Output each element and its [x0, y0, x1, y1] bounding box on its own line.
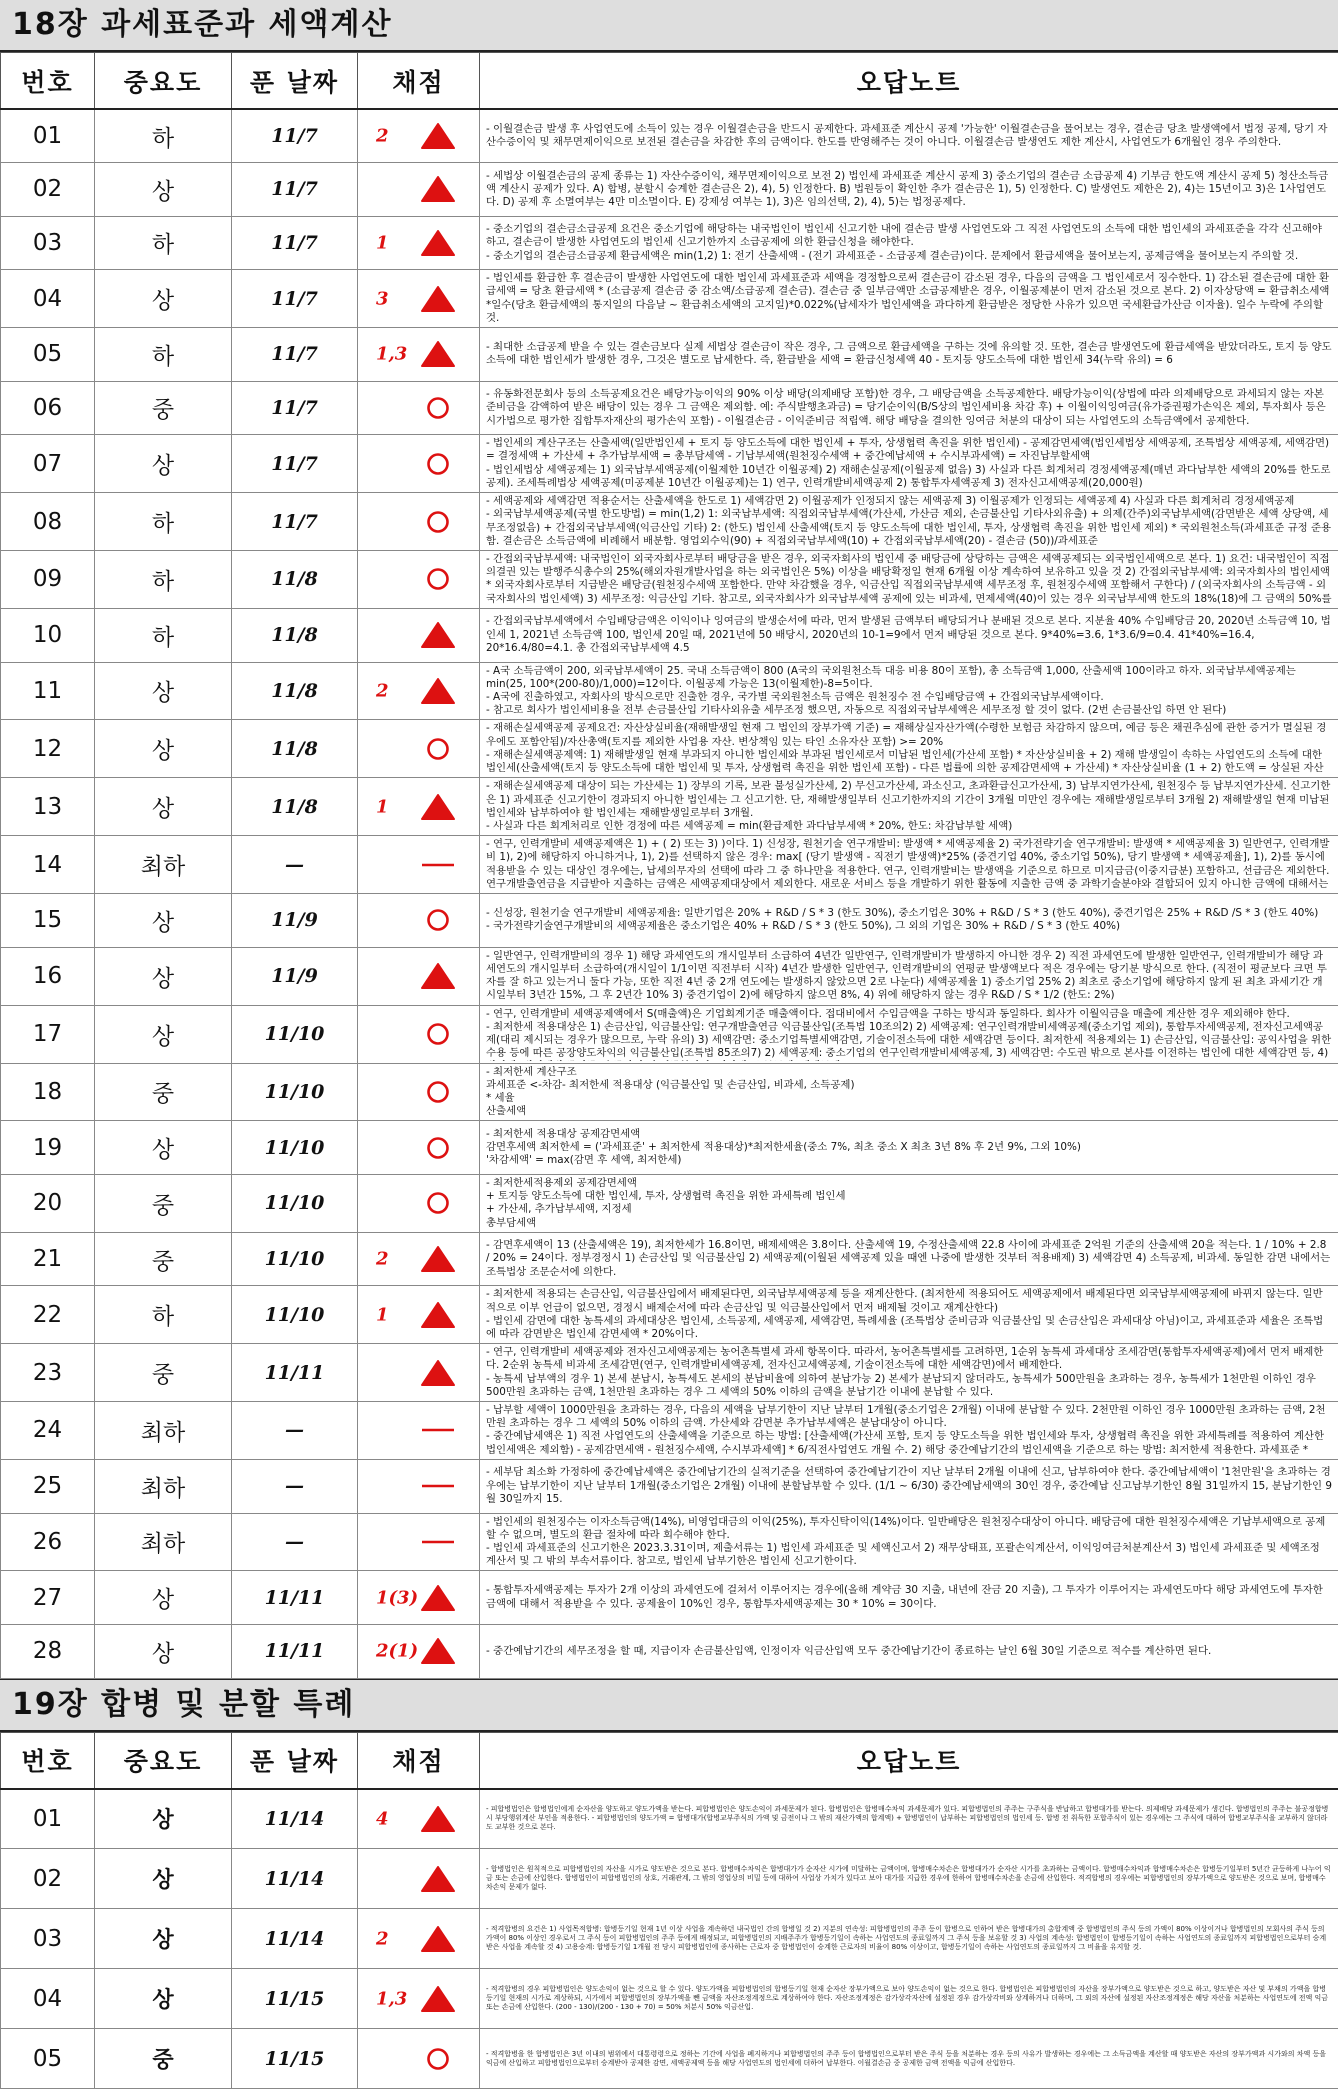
note-text: - 연구, 인력개발비 세액공제와 전자신고세액공제는 농어촌특별세 과세 항목이다. 따라서, 농어촌특별세를 고려하면, 1순위 농특세 과세대상 조세감면(통합투자세액공제)에서 먼저 배제한다. 2순위 농특세 비과세 조세감면(연구, 인력개발비세액공제, 전자신고세액공제, 기술이전소득에 대한 세액감면)에서 배제한다. - 농특세 납부액의 경우 1) 본세 분납시, 농특세도 본세의 분납비율에 의하여 분납가능 2) 본세가 분납되지 않더라도, 농특세가 500만원을 초과하는 경우, 농특세가 1천만원 이하인 경우 500만원 초과하는 금액, 1천만원 초과하는 경우 그 세액의 50% 이하의 금액을 분납기간 이내에 분납할 수 있다.: [486, 1346, 1332, 1399]
row-number: 05: [1, 328, 95, 382]
wrong-answer-note: [480, 328, 1338, 382]
solved-date-cell: 11/11: [232, 1344, 358, 1402]
triangle-mark-icon: [420, 175, 456, 203]
importance-cell: 상: [95, 1969, 232, 2029]
wrong-answer-note: [480, 1121, 1338, 1175]
note-text: - 연구, 인력개발비 세액공제액은 1) + ( 2) 또는 3) )이다. 1) 신성장, 원천기술 연구개발비: 발생액 * 세액공제율 2) 국가전략기술 연구개발비: 발생액 * 세액공제율 3) 일반연구, 인력개발비 1), 2)에 해당하지 아니하거나, 1), 2)를 선택하지 않은 경우: max[ (당기 발생액 - 직전기 발생액)*25% (중견기업 40%, 중소기업 50%), 당기 발생액 * 세액공제율], 1), 2)를 동시에 적용받을 수 있는 대상인 경우에는, 납세의무자의 선택에 따라 그 중 하나만을 적용한다. 연구, 인력개발비는 발생액을 기준으로 하므로 미지급금(이중지급분) 포함하고, 선급금은 제외한다. 연구개발출연금을 지급받아 지출하는 금액은 세액공제대상에서 제외한다. 새로운 서비스 등을 개발하기 위한 활동에 지출한 금액 중 과학기술분야와 결합되어 있지 아니한 금액에 대해서는: [486, 838, 1332, 891]
table-row: [1, 1789, 1338, 1849]
table-row: [1, 1344, 1338, 1402]
header-grade: 채점: [358, 53, 480, 110]
wrong-answer-note: [480, 381, 1338, 435]
note-text: - 최저한세 계산구조 과세표준 <-차감- 최저한세 적용대상 (익금불산입 및 손금산입, 비과세, 소득공제) * 세율 산출세액: [486, 1066, 1332, 1119]
table-row: [1, 163, 1338, 217]
wrong-answer-note: [480, 947, 1338, 1005]
grade-cell: [358, 1232, 480, 1286]
triangle-mark-icon: [420, 1301, 456, 1329]
grade-cell: [358, 1849, 480, 1909]
table-row: [1, 894, 1338, 948]
note-text: - 세법상 이월결손금의 공제 종류는 1) 자산수증이익, 채무면제이익으로 보전 2) 법인세 과세표준 계산시 공제 3) 중소기업의 결손금 소급공제 4) 기부금 한도액 계산시 공제 5) 청산소득금액 계산시 공제가 있다. A) 합병, 분할시 승계한 결손금은 2), 4), 5) 인정한다. B) 법원등이 확인한 추가 결손금은 1), 5) 인정한다. C) 발생연도 제한은 2), 4)는 15년이고 3)은 1사업연도다. D) 공제 후 소멸여부는 4만 미소멸이다. E) 강제성 여부는 1), 3)은 임의선택, 2), 4), 5)는 법정공제다.: [486, 170, 1332, 210]
importance-cell: 하: [95, 1286, 232, 1344]
notes-table: [0, 1732, 1338, 2089]
grade-cell: [358, 608, 480, 662]
wrong-answer-note: [480, 1969, 1338, 2029]
importance-cell: 최하: [95, 836, 232, 894]
solved-date-cell: 11/9: [232, 894, 358, 948]
row-number: 03: [1, 1909, 95, 1969]
grade-cell: [358, 1969, 480, 2029]
importance-cell: 상: [95, 894, 232, 948]
row-number: 17: [1, 1005, 95, 1063]
table-row: [1, 1232, 1338, 1286]
table-row: [1, 1459, 1338, 1513]
header-importance: 중요도: [95, 53, 232, 110]
note-text: - A국 소득금액이 200, 외국납부세액이 25. 국내 소득금액이 800 (A국의 국외원천소득 대응 비용 80이 포함), 총 소득금액 1,000, 산출세액 100이라고 하자. 외국납부세액공제는 min(25, 100*(200-80)/1,000)=12이다. 이월공제 가능은 13(이월제한)-8=5이다. - A국에 진출하였고, 자회사의 방식으로만 진출한 경우, 국가별 국외원천소득 금액은 원천징수 전 수입배당금액 + 간접외국납부세액이다. - 참고로 회사가 법인세비용을 전부 손금불산입 기타사외유출 세무조정 했으면, 자동으로 직접외국납부세액은 세무조정 할 것이 없다. (2번 손금불산입 하면 안 된다): [486, 665, 1332, 718]
wrong-answer-note: [480, 608, 1338, 662]
triangle-mark-icon: [420, 962, 456, 990]
dash-mark-icon: [420, 1472, 456, 1500]
note-text: - 최저한세 적용되는 손금산입, 익금불산입에서 배제된다면, 외국납부세액공제 등을 재계산한다. (최저한세 적용되어도 세액공제에서 배제된다면 외국납부세액공제에 바뀌지 않는다. 일반적으로 이부 언급이 없으면, 경정시 배제순서에 따라 손금산입 및 익금불산입에서 먼저 배제될 것이고 재계산한다) - 법인세 감면에 대한 농특세의 과세대상은 법인세, 소득공제, 세액공제, 세액감면, 특례세율 (조특법상 준비금과 익금불산입 및 손금산입은 과세대상 아님)이고, 과세표준과 세율은 조특법에 따라 감면받은 법인세 감면세액 * 20%이다.: [486, 1288, 1332, 1341]
note-text: - 재해손실세액공제 대상이 되는 가산세는 1) 장부의 기록, 보관 불성실가산세, 2) 무신고가산세, 과소신고, 초과환급신고가산세, 3) 납부지연가산세, 원천징수 등 납부지연가산세. 신고기한은 1) 과세표준 신고기한이 경과되지 아니한 법인세는 그 신고기한. 단, 재해발생일부터 신고기한까지의 기간이 3개월 미만인 경우에는 재해발생일로부터 3개월 2) 재해발생일 현재 미납된 법인세와 납부하여야 할 법인세는 재해발생일로부터 3개월. - 사실과 다른 회계처리로 인한 경정에 따른 세액공제 = min(환급제한 과다납부세액 * 20%, 한도: 차감납부할 세액): [486, 780, 1332, 833]
solved-date-cell: —: [232, 1513, 358, 1571]
grade-cell: [358, 550, 480, 608]
wrong-question-note: 1: [376, 796, 389, 817]
solved-date-cell: 11/10: [232, 1005, 358, 1063]
triangle-mark-icon: [420, 1245, 456, 1273]
importance-cell: 하: [95, 550, 232, 608]
table-row: [1, 328, 1338, 382]
note-text: - 최대한 소급공제 받을 수 있는 결손금보다 실제 세법상 결손금이 작은 경우, 그 금액으로 환급세액을 구하는 것에 유의할 것. 또한, 결손금 발생연도에 환급세액을 받았더라도, 토지 등 양도소득에 대한 법인세가 발생한 경우, 그것은 별도로 납세한다. 즉, 환급받을 세액 = 환급신청세액 40 - 토지등 양도소득에 대한 법인세 34(누락 유의) = 6: [486, 341, 1332, 367]
wrong-answer-note: [480, 1459, 1338, 1513]
triangle-mark-icon: [420, 340, 456, 368]
note-text: - 납부할 세액이 1000만원을 초과하는 경우, 다음의 세액을 납부기한이 지난 날부터 1개월(중소기업은 2개월) 이내에 분납할 수 있다. 2천만원 이하인 경우 1000만원 초과하는 금액, 2천만원 초과하는 경우 그 세액의 50% 이하의 금액. 가산세와 감면분 추가납부세액은 분납대상이 아니다. - 중간예납세액은 1) 직전 사업연도의 산출세액을 기준으로 하는 방법: [산출세액(가산세 포함, 토지 등 양도소득을 위한 법인세와 투자, 상생협력 촉진을 위한 과세특례를 적용하여 계산한 법인세액은 제외함) - 공제감면세액 - 원천징수세액, 수시부과세액] * 6/직전사업연도 개월 수. 2) 해당 중간예납기간의 법인세액을 기준으로 하는 방법: 최저한세 적용한다. 과세표준 *: [486, 1404, 1332, 1457]
wrong-answer-note: [480, 662, 1338, 720]
importance-cell: 상: [95, 163, 232, 217]
wrong-question-note: 4: [376, 1808, 389, 1829]
triangle-mark-icon: [420, 1865, 456, 1893]
importance-cell: 상: [95, 662, 232, 720]
row-number: 28: [1, 1624, 95, 1678]
wrong-answer-note: [480, 1401, 1338, 1459]
table-row: [1, 836, 1338, 894]
solved-date-cell: 11/9: [232, 947, 358, 1005]
table-row: [1, 1849, 1338, 1909]
table-row: [1, 381, 1338, 435]
table-row: [1, 662, 1338, 720]
solved-date-cell: 11/14: [232, 1789, 358, 1849]
wrong-answer-note: [480, 1571, 1338, 1625]
solved-date-cell: 11/10: [232, 1063, 358, 1121]
header-date: 푼 날짜: [232, 1732, 358, 1789]
row-number: 06: [1, 381, 95, 435]
importance-cell: 중: [95, 381, 232, 435]
solved-date-cell: 11/8: [232, 662, 358, 720]
importance-cell: 중: [95, 1344, 232, 1402]
triangle-mark-icon: [420, 122, 456, 150]
note-text: - 유동화전문회사 등의 소득공제요건은 배당가능이익의 90% 이상 배당(의제배당 포함)한 경우, 그 배당금액을 소득공제한다. 배당가능이익(상법에 따라 의제배당으로 과세되지 않는 자본준비금을 감액하여 받은 배당이 있는 경우 그 금액은 제외함. 예: 주식발행초과금) = 당기순이익(B/S상의 법인세비용 차감 후) + 이월이익잉여금(유가증권평가손익은 제외, 투자회사 등은 시가법으로 평가한 집합투자재산의 평가손익 포함) - 이월결손금 - 이익준비금 적립액. 해당 배당을 결의한 잉여금 처분의 대상이 되는 사업연도의 소득금액에서 공제한다.: [486, 388, 1332, 428]
header-note: 오답노트: [480, 1732, 1338, 1789]
row-number: 13: [1, 778, 95, 836]
wrong-question-note: 3: [376, 288, 389, 309]
row-number: 16: [1, 947, 95, 1005]
importance-cell: 상: [95, 270, 232, 328]
grade-cell: [358, 894, 480, 948]
solved-date-cell: 11/10: [232, 1121, 358, 1175]
note-text: - 간접외국납부세액에서 수입배당금액은 이익이나 잉여금의 발생순서에 따라, 먼저 발생된 금액부터 배당되거나 분배된 것으로 본다. 지분율 40% 수입배당금 20, 2020년 소득금액 10, 법인세 1, 2021년 소득금액 100, 법인세 20일 때, 2021년에 50 배당시, 2020년의 10-1=9에서 먼저 배당된 것으로 본다. 9*40%=3.6, 1*3.6/9=0.4. 41*40%=16.4, 20*16.4/80=4.1. 총 간접외국납부세액 4.5: [486, 615, 1332, 655]
grade-cell: [358, 435, 480, 493]
grade-cell: [358, 947, 480, 1005]
grade-cell: [358, 1121, 480, 1175]
solved-date-cell: —: [232, 1459, 358, 1513]
grade-cell: [358, 163, 480, 217]
header-grade: 채점: [358, 1732, 480, 1789]
note-text: - 재해손실세액공제 공제요건: 자산상실비율(재해발생일 현재 그 법인의 장부가액 기준) = 재해상실자산가액(수령한 보험금 차감하지 않으며, 예금 등은 채권추심에 관한 증거가 멸실된 경우에도 포함안됨)/자산총액(토지를 제외한 사업용 자산. 변상책임 있는 타인 소유자산 포함) >= 20% - 재해손실세액공제액: 1) 재해발생일 현재 부과되지 아니한 법인세와 부과된 법인세로서 미납된 법인세(가산세 포함) * 자산상실비율 + 2) 재해 발생일이 속하는 사업연도의 소득에 대한 법인세(산출세액(토지 등 양도소득에 대한 법인세 및 투자, 상생협력 촉진을 위한 법인세 포함) - 다른 법률에 의한 공제감면세액 + 가산세) * 자산상실비율 (1 + 2) 한도액 = 상실된 자산: [486, 722, 1332, 775]
circle-mark-icon: [420, 565, 456, 593]
section-title: 18장 과세표준과 세액계산: [0, 0, 1338, 52]
row-number: 12: [1, 720, 95, 778]
solved-date-cell: —: [232, 836, 358, 894]
solved-date-cell: 11/7: [232, 216, 358, 270]
header-date: 푼 날짜: [232, 53, 358, 110]
note-text: - 신성장, 원천기술 연구개발비 세액공제율: 일반기업은 20% + R&D / S * 3 (한도 30%), 중소기업은 30% + R&D / S * 3 (한도 40%), 중견기업은 25% + R&D /S * 3 (한도 40%) - 국가전략기술연구개발비의 세액공제율은 중소기업은 40% + R&D / S * 3 (한도 50%), 그 외의 기업은 30% + R&D / S * 3 (한도 40%): [486, 907, 1332, 933]
grade-cell: [358, 662, 480, 720]
note-text: - 통합투자세액공제는 투자가 2개 이상의 과세연도에 걸쳐서 이루어지는 경우에(올해 계약금 30 지출, 내년에 잔금 20 지출), 그 투자가 이루어지는 과세연도마다 해당 과세연도에 투자한 금액에 대해서 적용받을 수 있다. 공제율이 10%인 경우, 통합투자세액공제는 30 * 10% = 30이다.: [486, 1584, 1332, 1610]
wrong-answer-note: [480, 1789, 1338, 1849]
circle-mark-icon: [420, 1189, 456, 1217]
wrong-question-note: 2: [376, 1928, 389, 1949]
grade-cell: [358, 1401, 480, 1459]
grade-cell: [358, 1624, 480, 1678]
note-text: - 적격합병을 한 합병법인은 3년 이내의 범위에서 대통령령으로 정하는 기간에 사업을 폐지하거나 피합병법인의 주주 등이 합병법인으로부터 받은 주식 등을 처분하는 경우 등의 사유가 발생하는 경우에는 그 소득금액을 계산할 때 양도받은 자산의 장부가액과 시가와의 차액 등을 익금에 산입하고 피합병법인으로부터 승계받아 공제한 감면, 세액공제액 등을 해당 사업연도의 법인세에 더하여 납부한다. 이월결손금 중 공제한 금액 전액을 익금에 산입한다.: [486, 2050, 1332, 2068]
wrong-answer-note: [480, 1513, 1338, 1571]
importance-cell: 하: [95, 109, 232, 163]
dash-mark-icon: [420, 851, 456, 879]
triangle-mark-icon: [420, 1637, 456, 1665]
note-text: - 최저한세적용제외 공제감면세액 + 토지등 양도소득에 대한 법인세, 투자, 상생협력 촉진을 위한 과세특례 법인세 + 가산세, 추가납부세액, 지정세 총부담세액: [486, 1177, 1332, 1230]
wrong-question-note: 1: [376, 232, 389, 253]
table-row: [1, 1286, 1338, 1344]
importance-cell: 상: [95, 1849, 232, 1909]
solved-date-cell: 11/7: [232, 109, 358, 163]
note-text: - 합병법인은 원칙적으로 피합병법인의 자산을 시가로 양도받은 것으로 본다. 합병매수차익은 합병대가가 순자산 시가에 미달하는 금액이며, 합병매수차손은 합병대가가 순자산 시가를 초과하는 금액이다. 합병매수차익과 합병매수차손은 합병등기일부터 5년간 균등하게 나누어 익금 또는 손금에 산입한다. 합병법인이 피합병법인의 상호, 거래관계, 그 밖의 영업상의 비밀 등에 대하여 사업상 가치가 있다고 보아 대가를 지급한 경우에 한하여 합병매수차손을 손금에 산입한다. 적격합병의 경우에는 피합병법인의 장부가액으로 양도받은 것으로 보며, 합병매수차손익 문제가 없다.: [486, 1865, 1332, 1892]
importance-cell: 상: [95, 778, 232, 836]
importance-cell: 최하: [95, 1401, 232, 1459]
importance-cell: 중: [95, 2029, 232, 2089]
circle-mark-icon: [420, 2045, 456, 2073]
importance-cell: 중: [95, 1063, 232, 1121]
wrong-answer-note: [480, 720, 1338, 778]
triangle-mark-icon: [420, 1584, 456, 1612]
circle-mark-icon: [420, 1078, 456, 1106]
row-number: 10: [1, 608, 95, 662]
wrong-answer-note: [480, 1174, 1338, 1232]
row-number: 07: [1, 435, 95, 493]
grade-cell: [358, 270, 480, 328]
solved-date-cell: 11/7: [232, 270, 358, 328]
chapter-section: [0, 1679, 1338, 2089]
table-row: [1, 493, 1338, 551]
row-number: 08: [1, 493, 95, 551]
grade-cell: [358, 1459, 480, 1513]
wrong-answer-note: [480, 1344, 1338, 1402]
wrong-answer-note: [480, 778, 1338, 836]
table-row: [1, 1969, 1338, 2029]
importance-cell: 상: [95, 1121, 232, 1175]
wrong-question-note: 1(3): [376, 1587, 418, 1608]
table-row: [1, 1571, 1338, 1625]
row-number: 18: [1, 1063, 95, 1121]
importance-cell: 하: [95, 493, 232, 551]
row-number: 23: [1, 1344, 95, 1402]
wrong-answer-note: [480, 163, 1338, 217]
grade-cell: [358, 493, 480, 551]
grade-cell: [358, 1909, 480, 1969]
wrong-answer-note: [480, 1063, 1338, 1121]
importance-cell: 상: [95, 1909, 232, 1969]
triangle-mark-icon: [420, 793, 456, 821]
header-number: 번호: [1, 1732, 95, 1789]
table-row: [1, 1513, 1338, 1571]
wrong-answer-note: [480, 435, 1338, 493]
wrong-answer-note: [480, 894, 1338, 948]
solved-date-cell: 11/15: [232, 2029, 358, 2089]
note-text: - 일반연구, 인력개발비의 경우 1) 해당 과세연도의 개시일부터 소급하여 4년간 일반연구, 인력개발비가 발생하지 아니한 경우 2) 직전 과세연도에 발생한 일반연구, 인력개발비가 해당 과세연도의 개시일부터 소급하여(개시일이 1/1이면 직전부터 시작) 4년간 발생한 일반연구, 인력개발비의 연평균 발생액보다 적은 경우에는 당기분 방식으로 한다. (직전이 평균보다 크면 투자를 잘 하고 있는거니 둘다 가능, 또한 직전 4년 중 2개 연도에는 발생하지 않았으면 2로 나눈다) 세액공제율 1) 중소기업 25% 2) 최초로 중소기업에 해당하지 않게 된 최초 과세기간 개시일부터 3년간 15%, 그 후 2년간 10% 3) 중견기업이 2)에 해당하지 않으면 8%, 4) 위에 해당하지 않는 경우 R&D / S * 1/2 (한도: 2%): [486, 950, 1332, 1003]
triangle-mark-icon: [420, 1925, 456, 1953]
importance-cell: 상: [95, 1624, 232, 1678]
grade-cell: [358, 381, 480, 435]
wrong-question-note: 2: [376, 126, 389, 147]
note-text: - 연구, 인력개발비 세액공제액에서 S(매출액)은 기업회계기준 매출액이다. 접대비에서 수입금액을 구하는 방식과 동일하다. 회사가 이월익금을 매출에 계산한 경우 제외해야 한다. - 최저한세 적용대상은 1) 손금산입, 익금불산입: 연구개발출연금 익금불산입(조특법 10조의2) 2) 세액공제: 연구인력개발비세액공제(중소기업 제외), 통합투자세액공제, 전자신고세액공제(대리 제시되는 경우가 많으므로, 누락 유의) 3) 세액감면: 중소기업특별세액감면, 기술이전소득에 대한 세액감면 등이다. 최저한세 적용제외는 1) 손금산입, 익금불산입: 공익사업을 위한 수용 등에 따른 공장양도차익의 익금불산입(조특법 85조의7) 2) 세액공제: 중소기업의 연구인력개발비세액공제, 3) 세액감면: 수도권 밖으로 본사를 이전하는 법인에 대한 세액감면 등, 4): [486, 1008, 1332, 1061]
circle-mark-icon: [420, 1134, 456, 1162]
solved-date-cell: 11/8: [232, 550, 358, 608]
wrong-answer-note: [480, 1232, 1338, 1286]
triangle-mark-icon: [420, 229, 456, 257]
table-row: [1, 216, 1338, 270]
grade-cell: [358, 1005, 480, 1063]
row-number: 05: [1, 2029, 95, 2089]
note-text: - 적격합병의 요건은 1) 사업목적합병: 합병등기일 현재 1년 이상 사업을 계속하던 내국법인 간의 합병일 것 2) 지분의 연속성: 피합병법인의 주주 등이 합병으로 인하여 받은 합병대가의 총합계액 중 합병법인의 주식 등의 가액이 80% 이상이거나 합병법인의 모회사의 주식 등의 가액이 80% 이상인 경우로서 그 주식 등이 피합병법인의 주주 등에게 배정되고, 피합병법인의 지배주주가 합병등기일이 속하는 사업연도의 종료일까지 그 주식 등을 보유할 것 3) 사업의 계속성: 합병법인이 합병등기일이 속하는 사업연도의 종료일까지 피합병법인으로부터 승계받은 사업을 계속할 것 4) 고용승계: 합병등기일 1개월 전 당시 피합병법인에 종사하는 근로자 중 합병법인이 승계한 근로자의 비율이 80% 이상이고, 합병등기일이 속하는 사업연도의 종료일까지 그 비율을 유지할 것.: [486, 1925, 1332, 1952]
solved-date-cell: 11/10: [232, 1174, 358, 1232]
solved-date-cell: 11/11: [232, 1624, 358, 1678]
note-text: - 최저한세 적용대상 공제감면세액 감면후세액 최저한세 = ('과세표준' + 최저한세 적용대상)*최저한세율(중소 7%, 최초 중소 X 최초 3년 8% 후 2년 9%, 그외 10%) '차감세액' = max(감면 후 세액, 최저한세): [486, 1128, 1332, 1168]
row-number: 21: [1, 1232, 95, 1286]
row-number: 09: [1, 550, 95, 608]
solved-date-cell: 11/8: [232, 778, 358, 836]
circle-mark-icon: [420, 735, 456, 763]
circle-mark-icon: [420, 508, 456, 536]
row-number: 03: [1, 216, 95, 270]
wrong-question-note: 2: [376, 680, 389, 701]
note-text: - 적격합병의 경우 피합병법인은 양도손익이 없는 것으로 할 수 있다. 양도가액을 피합병법인의 합병등기일 현재 순자산 장부가액으로 보아 양도손익이 없는 것으로 한다. 합병법인은 피합병법인의 자산을 장부가액으로 양도받은 것으로 하고, 양도받은 자산 및 부채의 가액을 합병등기일 현재의 시가로 계상하되, 시가에서 피합병법인의 장부가액을 뺀 금액을 자산조정계정으로 계상하여야 한다. 자산조정계정은 감가상각자산에 설정된 경우 감가상각비와 상계하거나 더하며, 그 외의 자산에 설정된 자산조정계정은 해당 자산을 처분하는 사업연도에 전액 익금 또는 손금에 산입한다. (200 - 130)/(200 - 130 + 70) = 50% 처분시 50% 익금산입.: [486, 1985, 1332, 2012]
table-row: [1, 270, 1338, 328]
triangle-mark-icon: [420, 677, 456, 705]
wrong-answer-note: [480, 216, 1338, 270]
grade-cell: [358, 1174, 480, 1232]
solved-date-cell: 11/7: [232, 381, 358, 435]
triangle-mark-icon: [420, 1805, 456, 1833]
importance-cell: 상: [95, 1789, 232, 1849]
circle-mark-icon: [420, 1020, 456, 1048]
table-row: [1, 1121, 1338, 1175]
solved-date-cell: —: [232, 1401, 358, 1459]
triangle-mark-icon: [420, 1359, 456, 1387]
importance-cell: 상: [95, 720, 232, 778]
wrong-question-note: 1,3: [376, 1988, 407, 2009]
table-row: [1, 778, 1338, 836]
table-row: [1, 1624, 1338, 1678]
row-number: 26: [1, 1513, 95, 1571]
grade-cell: [358, 2029, 480, 2089]
note-text: - 법인세의 계산구조는 산출세액(일반법인세 + 토지 등 양도소득에 대한 법인세 + 투자, 상생협력 촉진을 위한 법인세) - 공제감면세액(법인세법상 세액공제, 조특법상 세액공제, 세액감면) = 결정세액 + 가산세 + 추가납부세액 = 총부담세액 - 기납부세액(원천징수세액 + 중간예납세액 + 수시부과세액) = 자진납부할세액 - 법인세법상 세액공제는 1) 외국납부세액공제(이월제한 10년간 이월공제) 2) 재해손실공제(이월공제 없음) 3) 사실과 다른 회계처리 경정세액공제(매년 과다납부한 세액의 20%를 한도로 공제). 조세특례법상 세액공제(미공제분 10년간 이월공제)는 1) 연구, 인력개발비세액공제 2) 통합투자세액공제 3) 전자신고세액공제(20,000원): [486, 437, 1332, 490]
grade-cell: [358, 778, 480, 836]
grade-cell: [358, 1063, 480, 1121]
table-row: [1, 947, 1338, 1005]
solved-date-cell: 11/10: [232, 1286, 358, 1344]
row-number: 04: [1, 270, 95, 328]
solved-date-cell: 11/8: [232, 720, 358, 778]
importance-cell: 상: [95, 435, 232, 493]
wrong-answer-note: [480, 836, 1338, 894]
triangle-mark-icon: [420, 285, 456, 313]
table-row: [1, 720, 1338, 778]
header-note: 오답노트: [480, 53, 1338, 110]
solved-date-cell: 11/10: [232, 1232, 358, 1286]
row-number: 15: [1, 894, 95, 948]
wrong-question-note: 2: [376, 1249, 389, 1270]
table-row: [1, 1909, 1338, 1969]
note-text: - 이월결손금 발생 후 사업연도에 소득이 있는 경우 이월결손금을 반드시 공제한다. 과세표준 계산시 공제 '가능한' 이월결손금을 물어보는 경우, 결손금 당초 발생액에서 법정 공제, 당기 자산수증이익 및 채무면제이익으로 보전된 결손금을 차감한 후의 금액이다. 한도를 반영해주는 것이 아니다. 이월결손금 발생연도 제한 계산시, 사업연도가 6개월인 경우 주의한다.: [486, 123, 1332, 149]
importance-cell: 중: [95, 1174, 232, 1232]
grade-cell: [358, 328, 480, 382]
note-text: - 피합병법인은 합병법인에게 순자산을 양도하고 양도가액을 받는다. 피합병법인은 양도손익이 과세문제가 된다. 합병법인은 합병매수차익 과세문제가 있다. 피합병법인의 주주는 구주식을 반납하고 합병대가를 받는다. 의제배당 과세문제가 생긴다. 합병법인의 주주는 불공정합병시 부당행위계산 부인을 적용한다. - 피합병법인의 양도가액 = 합병대가(합병교부주식의 가액 및 금전이나 그 밖의 재산가액의 합계액) + 합병법인이 납부하는 피합병법인의 법인세 등. 합병 전 취득한 포합주식이 있는 경우에는 그 주식에 대하여 합병교부주식을 교부하지 않더라도 교부한 것으로 본다.: [486, 1805, 1332, 1832]
note-text: - 세부담 최소화 가정하에 중간예납세액은 중간예납기간의 실적기준을 선택하여 중간예납기간이 지난 날부터 2개월 이내에 신고, 납부하여야 한다. 중간예납세액이 '1천만원'을 초과하는 경우에는 납부기한이 지난 날부터 1개월(중소기업은 2개월) 이내에 분할납부할 수 있다. (1/1 ~ 6/30) 중간예납세액의 30인 경우, 중간예납 신고납부기한인 8월 31일까지 15, 분납기한인 9월 30일까지 15.: [486, 1466, 1332, 1506]
wrong-answer-note: [480, 1005, 1338, 1063]
note-text: - 중소기업의 결손금소급공제 요건은 중소기업에 해당하는 내국법인이 법인세 신고기한 내에 결손금 발생 사업연도와 그 직전 사업연도의 소득에 대한 법인세의 과세표준을 각각 신고해야 하고, 결손금이 발생한 사업연도의 법인세 신고기한까지 소급공제에 의한 환급신청을 해야한다. - 중소기업의 결손금소급공제 환급세액은 min(1,2) 1: 전기 산출세액 - (전기 과세표준 - 소급공제 결손금)이다. 문제에서 환급세액을 물어보는지, 공제금액을 물어보는지 주의할 것.: [486, 223, 1332, 263]
row-number: 01: [1, 1789, 95, 1849]
row-number: 02: [1, 1849, 95, 1909]
row-number: 02: [1, 163, 95, 217]
table-row: [1, 608, 1338, 662]
solved-date-cell: 11/14: [232, 1849, 358, 1909]
table-row: [1, 435, 1338, 493]
importance-cell: 상: [95, 1571, 232, 1625]
solved-date-cell: 11/7: [232, 163, 358, 217]
grade-cell: [358, 1344, 480, 1402]
row-number: 24: [1, 1401, 95, 1459]
grade-cell: [358, 1571, 480, 1625]
wrong-answer-note: [480, 2029, 1338, 2089]
note-text: - 중간예납기간의 세무조정을 할 때, 지급이자 손금불산입액, 인정이자 익금산입액 모두 중간예납기간이 종료하는 날인 6월 30일 기준으로 적수를 계산하면 된다.: [486, 1645, 1332, 1658]
dash-mark-icon: [420, 1416, 456, 1444]
solved-date-cell: 11/7: [232, 328, 358, 382]
solved-date-cell: 11/7: [232, 435, 358, 493]
row-number: 20: [1, 1174, 95, 1232]
importance-cell: 최하: [95, 1459, 232, 1513]
table-row: [1, 2029, 1338, 2089]
grade-cell: [358, 836, 480, 894]
dash-mark-icon: [420, 1528, 456, 1556]
wrong-answer-note: [480, 1624, 1338, 1678]
wrong-answer-note: [480, 109, 1338, 163]
solved-date-cell: 11/15: [232, 1969, 358, 2029]
solved-date-cell: 11/11: [232, 1571, 358, 1625]
solved-date-cell: 11/14: [232, 1909, 358, 1969]
notes-table: [0, 52, 1338, 1679]
row-number: 27: [1, 1571, 95, 1625]
wrong-answer-note: [480, 493, 1338, 551]
header-importance: 중요도: [95, 1732, 232, 1789]
row-number: 04: [1, 1969, 95, 2029]
section-title: 19장 합병 및 분할 특례: [0, 1679, 1338, 1732]
grade-cell: [358, 216, 480, 270]
circle-mark-icon: [420, 394, 456, 422]
row-number: 11: [1, 662, 95, 720]
note-text: - 세액공제와 세액감면 적용순서는 산출세액을 한도로 1) 세액감면 2) 이월공제가 인정되지 않는 세액공제 3) 이월공제가 인정되는 세액공제 4) 사실과 다른 회계처리 경정세액공제 - 외국납부세액공제(국별 한도방법) = min(1,2) 1: 외국납부세액: 직접외국납부세액(가산세, 가산금 제외, 손금불산입 기타사외유출) + 의제(간주)외국납부세액(감면받은 세액 상당액, 세무조정없음) + 간접외국납부세액(익금산입 기타) 2: (한도) 법인세 산출세액(토지 등 양도소득에 대한 법인세, 투자, 상생협력 촉진을 위한 법인세 제외) * 국외원천소득(과세표준 규정 준용함. 결손금은 소득금액에 비례해서 배분함. 영업외수익(90) + 직접외국납부세액(10) + 간접외국납부세액(20) - 결손금 (50))/과세표준: [486, 495, 1332, 548]
importance-cell: 상: [95, 1005, 232, 1063]
wrong-question-note: 1,3: [376, 344, 407, 365]
wrong-question-note: 2(1): [376, 1641, 418, 1662]
importance-cell: 상: [95, 947, 232, 1005]
wrong-answer-note: [480, 1909, 1338, 1969]
row-number: 19: [1, 1121, 95, 1175]
grade-cell: [358, 1286, 480, 1344]
wrong-answer-note: [480, 550, 1338, 608]
note-text: - 법인세의 원천징수는 이자소득금액(14%), 비영업대금의 이익(25%), 투자신탁이익(14%)이다. 일반배당은 원천징수대상이 아니다. 배당금에 대한 원천징수세액은 기납부세액으로 공제할 수 없으며, 별도의 환급 절차에 따라 회수해야 한다. - 법인세 과세표준의 신고기한은 2023.3.31이며, 제출서류는 1) 법인세 과세표준 및 세액신고서 2) 재무상태표, 포괄손익계산서, 이익잉여금처분계산서 3) 법인세 과세표준 및 세액조정 계산서 및 그 밖의 부속서류이다. 참고로, 법인세 납부기한은 법인세 신고기한이다.: [486, 1516, 1332, 1569]
wrong-question-note: 1: [376, 1304, 389, 1325]
circle-mark-icon: [420, 906, 456, 934]
importance-cell: 최하: [95, 1513, 232, 1571]
row-number: 01: [1, 109, 95, 163]
table-row: [1, 1005, 1338, 1063]
table-row: [1, 550, 1338, 608]
importance-cell: 하: [95, 216, 232, 270]
solved-date-cell: 11/7: [232, 493, 358, 551]
wrong-answer-note: [480, 1286, 1338, 1344]
note-text: - 법인세를 환급한 후 결손금이 발생한 사업연도에 대한 법인세 과세표준과 세액을 경정함으로써 결손금이 감소된 경우, 다음의 금액을 그 법인세로서 징수한다. 1) 감소된 결손금에 대한 환급세액 = 당초 환급세액 * (소급공제 결손금 중 감소액/소급공제 결손금). 결손금 중 일부금액만 소급공제받은 경우, 이월공제분이 먼저 감소된 것으로 본다. 2) 이자상당액 = 환급취소세액*일수(당초 환급세액의 통지일의 다음날 ~ 환급취소세액의 고지일)*0.022%(납세자가 법인세액을 과다하게 환급받은 정당한 사유가 있으면 국세환급가산금 이자율). 일수 누락에 주의할 것.: [486, 272, 1332, 325]
header-number: 번호: [1, 53, 95, 110]
note-text: - 간접외국납부세액: 내국법인이 외국자회사로부터 배당금을 받은 경우, 외국자회사의 법인세 중 배당금에 상당하는 금액은 세액공제되는 외국법인세액으로 본다. 1) 요건: 내국법인이 직접 의결권 있는 발행주식총수의 25%(해외자원개발사업을 하는 외국법인은 5%) 이상을 배당확정일 현재 6개월 이상 계속하여 보유하고 있을 것 2) 간접외국납부세액: 외국자회사의 법인세액 * 외국자회사로부터 지급받은 배당금(원천징수세액 포함한다. 만약 차감했을 경우, 익금산입 직접외국납부세액 세무조정 후, 원천징수세액 포함해서 구한다) / (외국자회사의 소득금액 - 외국자회사의 법인세액) 3) 세무조정: 익금산입 기타. 참고로, 외국자회사가 외국납부세액 공제에 있는 비과세, 면제세액(40)이 있는 경우 외국납부세액 한도의 18%(18)에 그 금액의 50%를: [486, 553, 1332, 606]
solved-date-cell: 11/8: [232, 608, 358, 662]
row-number: 14: [1, 836, 95, 894]
grade-cell: [358, 109, 480, 163]
table-row: [1, 1063, 1338, 1121]
wrong-answer-note: [480, 1849, 1338, 1909]
wrong-answer-note: [480, 270, 1338, 328]
row-number: 22: [1, 1286, 95, 1344]
row-number: 25: [1, 1459, 95, 1513]
importance-cell: 하: [95, 608, 232, 662]
circle-mark-icon: [420, 450, 456, 478]
grade-cell: [358, 720, 480, 778]
note-text: - 감면후세액이 13 (산출세액은 19), 최저한세가 16.8이면, 배제세액은 3.8이다. 산출세액 19, 수정산출세액 22.8 사이에 과세표준 2억원 기준의 산출세액 20을 적는다. 1 / 10% + 2.8 / 20% = 24이다. 정부경정시 1) 손금산입 및 익금불산입 2) 세액공제(이월된 세액공제 있을 때엔 나중에 발생한 것부터 적용배제) 3) 세액감면 4) 소득공제, 비과세. 동일한 감면 내에서는 조특법상 조문순서에 의한다.: [486, 1239, 1332, 1279]
grade-cell: [358, 1513, 480, 1571]
triangle-mark-icon: [420, 621, 456, 649]
triangle-mark-icon: [420, 1985, 456, 2013]
importance-cell: 중: [95, 1232, 232, 1286]
table-row: [1, 1401, 1338, 1459]
grade-cell: [358, 1789, 480, 1849]
table-row: [1, 109, 1338, 163]
importance-cell: 하: [95, 328, 232, 382]
table-row: [1, 1174, 1338, 1232]
